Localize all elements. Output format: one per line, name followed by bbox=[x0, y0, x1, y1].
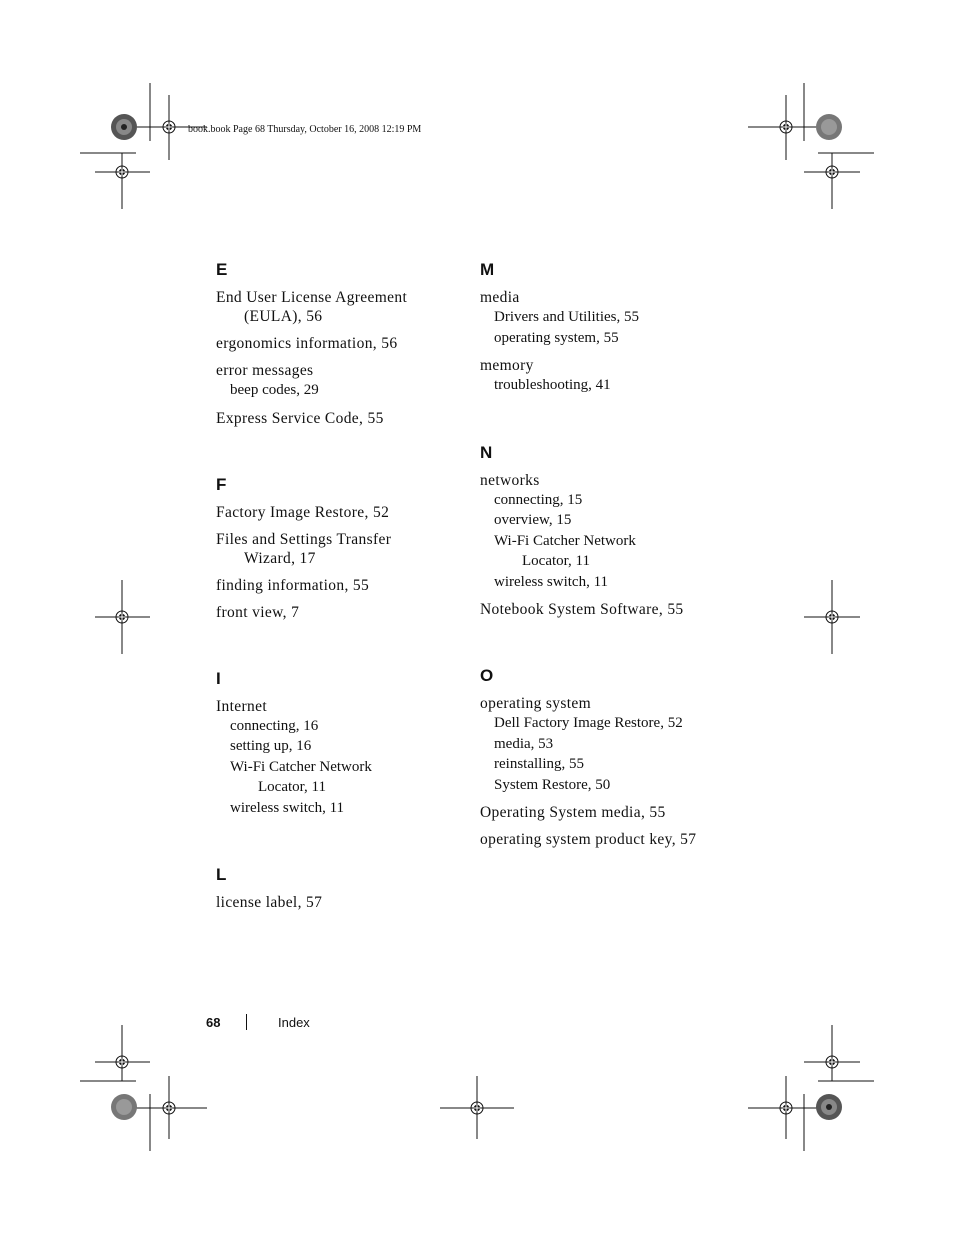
index-section bbox=[480, 441, 760, 620]
subterm-line: Wi-Fi Catcher Network bbox=[230, 758, 372, 775]
crop-mark-bottom-right bbox=[748, 1025, 874, 1151]
index-section bbox=[216, 258, 466, 428]
entry-term bbox=[216, 530, 466, 568]
entry-term bbox=[480, 471, 760, 490]
crop-mark-bottom-left bbox=[80, 1025, 207, 1151]
entry-subterm bbox=[216, 798, 466, 819]
entry-term bbox=[216, 893, 466, 912]
index-column-right bbox=[480, 258, 760, 849]
entry-subterm bbox=[216, 716, 466, 737]
entry-line: operating system bbox=[480, 695, 592, 712]
entry-subterm bbox=[216, 380, 466, 401]
section-title: Index bbox=[278, 1015, 310, 1030]
entry-subterm bbox=[480, 307, 760, 328]
subterm-line: reinstalling, 55 bbox=[494, 756, 584, 772]
crop-mark-middle-left bbox=[95, 580, 150, 654]
crop-mark-top-left bbox=[80, 83, 207, 209]
entry-line: Notebook System Software, 55 bbox=[480, 601, 684, 618]
entry-line: Factory Image Restore, 52 bbox=[216, 503, 390, 521]
entry-line: Wizard, 17 bbox=[244, 549, 316, 567]
index-entry bbox=[480, 471, 760, 593]
entry-subterm bbox=[216, 736, 466, 757]
index-entry bbox=[216, 603, 466, 622]
entry-subterm bbox=[480, 754, 760, 775]
footer-divider bbox=[246, 1014, 247, 1030]
index-entry bbox=[480, 356, 760, 396]
entry-line: Operating System media, 55 bbox=[480, 804, 666, 821]
entry-term bbox=[216, 503, 466, 522]
entry-line: finding information, 55 bbox=[216, 576, 370, 594]
entry-line: Internet bbox=[216, 697, 267, 715]
entry-line: front view, 7 bbox=[216, 603, 300, 621]
entry-line: networks bbox=[480, 471, 540, 489]
entry-line: (EULA), 56 bbox=[244, 308, 323, 325]
entry-line: ergonomics information, 56 bbox=[216, 335, 398, 352]
entry-line: memory bbox=[480, 357, 534, 374]
entry-term bbox=[216, 576, 466, 595]
entry-term bbox=[216, 409, 466, 428]
index-entry bbox=[216, 576, 466, 595]
entry-subterm bbox=[480, 734, 760, 755]
subterm-line: troubleshooting, 41 bbox=[494, 377, 611, 393]
crop-mark-top-right bbox=[748, 83, 874, 209]
entry-line: error messages bbox=[216, 362, 314, 379]
subterm-line: Drivers and Utilities, 55 bbox=[494, 309, 639, 325]
entry-subterm bbox=[216, 757, 466, 798]
entry-subterm bbox=[480, 713, 760, 734]
subterm-line: System Restore, 50 bbox=[494, 776, 611, 793]
index-entry bbox=[216, 893, 466, 912]
index-entry bbox=[480, 803, 760, 822]
index-entry bbox=[216, 334, 466, 353]
index-column-left bbox=[216, 258, 466, 912]
index-entry bbox=[216, 288, 466, 326]
entry-subterm bbox=[480, 572, 760, 593]
subterm-line: wireless switch, 11 bbox=[494, 573, 609, 590]
section-letter: I bbox=[216, 668, 221, 688]
entry-term bbox=[216, 697, 466, 716]
section-letter: L bbox=[216, 865, 227, 884]
entry-line: Express Service Code, 55 bbox=[216, 409, 384, 427]
index-section bbox=[216, 863, 466, 912]
index-entry bbox=[480, 288, 760, 348]
section-letter: N bbox=[480, 442, 493, 462]
entry-line: operating system product key, 57 bbox=[480, 831, 697, 848]
entry-term bbox=[480, 356, 760, 375]
section-letter: O bbox=[480, 666, 494, 685]
entry-term bbox=[480, 288, 760, 307]
subterm-line: Dell Factory Image Restore, 52 bbox=[494, 715, 683, 731]
entry-term bbox=[480, 830, 760, 849]
entry-line: End User License Agreement bbox=[216, 289, 408, 306]
subterm-line: connecting, 15 bbox=[494, 491, 583, 508]
entry-term bbox=[216, 288, 466, 326]
subterm-line: operating system, 55 bbox=[494, 329, 619, 346]
section-letter: F bbox=[216, 474, 227, 494]
index-entry bbox=[216, 697, 466, 819]
subterm-line: Locator, 11 bbox=[258, 779, 326, 795]
entry-term bbox=[480, 600, 760, 619]
subterm-line: beep codes, 29 bbox=[230, 382, 319, 398]
subterm-line: media, 53 bbox=[494, 735, 554, 752]
index-entry bbox=[480, 694, 760, 795]
index-section bbox=[216, 667, 466, 819]
index-entry bbox=[480, 600, 760, 619]
entry-subterm bbox=[480, 490, 760, 511]
index-section bbox=[216, 473, 466, 622]
index-entry bbox=[480, 830, 760, 849]
index-entry bbox=[216, 503, 466, 522]
index-entry bbox=[216, 361, 466, 401]
entry-subterm bbox=[480, 775, 760, 796]
print-slug: book.book Page 68 Thursday, October 16, 2008 12:19 PM bbox=[188, 124, 422, 135]
entry-subterm bbox=[480, 531, 760, 572]
subterm-line: wireless switch, 11 bbox=[230, 799, 345, 816]
entry-term bbox=[216, 334, 466, 353]
section-letter: M bbox=[480, 260, 495, 279]
entry-term bbox=[216, 603, 466, 622]
crop-mark-bottom-center bbox=[440, 1076, 514, 1139]
crop-mark-middle-right bbox=[804, 580, 860, 654]
entry-line: media bbox=[480, 289, 520, 306]
page-number: 68 bbox=[206, 1015, 221, 1030]
entry-subterm bbox=[480, 328, 760, 349]
entry-subterm bbox=[480, 375, 760, 396]
subterm-line: overview, 15 bbox=[494, 512, 572, 528]
entry-term bbox=[480, 803, 760, 822]
section-letter: E bbox=[216, 260, 228, 279]
entry-term bbox=[480, 694, 760, 713]
subterm-line: Wi-Fi Catcher Network bbox=[494, 532, 636, 549]
index-section bbox=[480, 258, 760, 396]
entry-line: license label, 57 bbox=[216, 894, 323, 911]
subterm-line: setting up, 16 bbox=[230, 738, 312, 754]
index-section bbox=[480, 664, 760, 849]
subterm-line: Locator, 11 bbox=[522, 553, 590, 569]
entry-subterm bbox=[480, 510, 760, 531]
index-entry bbox=[216, 409, 466, 428]
subterm-line: connecting, 16 bbox=[230, 717, 319, 734]
entry-line: Files and Settings Transfer bbox=[216, 530, 392, 548]
entry-term bbox=[216, 361, 466, 380]
index-entry bbox=[216, 530, 466, 568]
